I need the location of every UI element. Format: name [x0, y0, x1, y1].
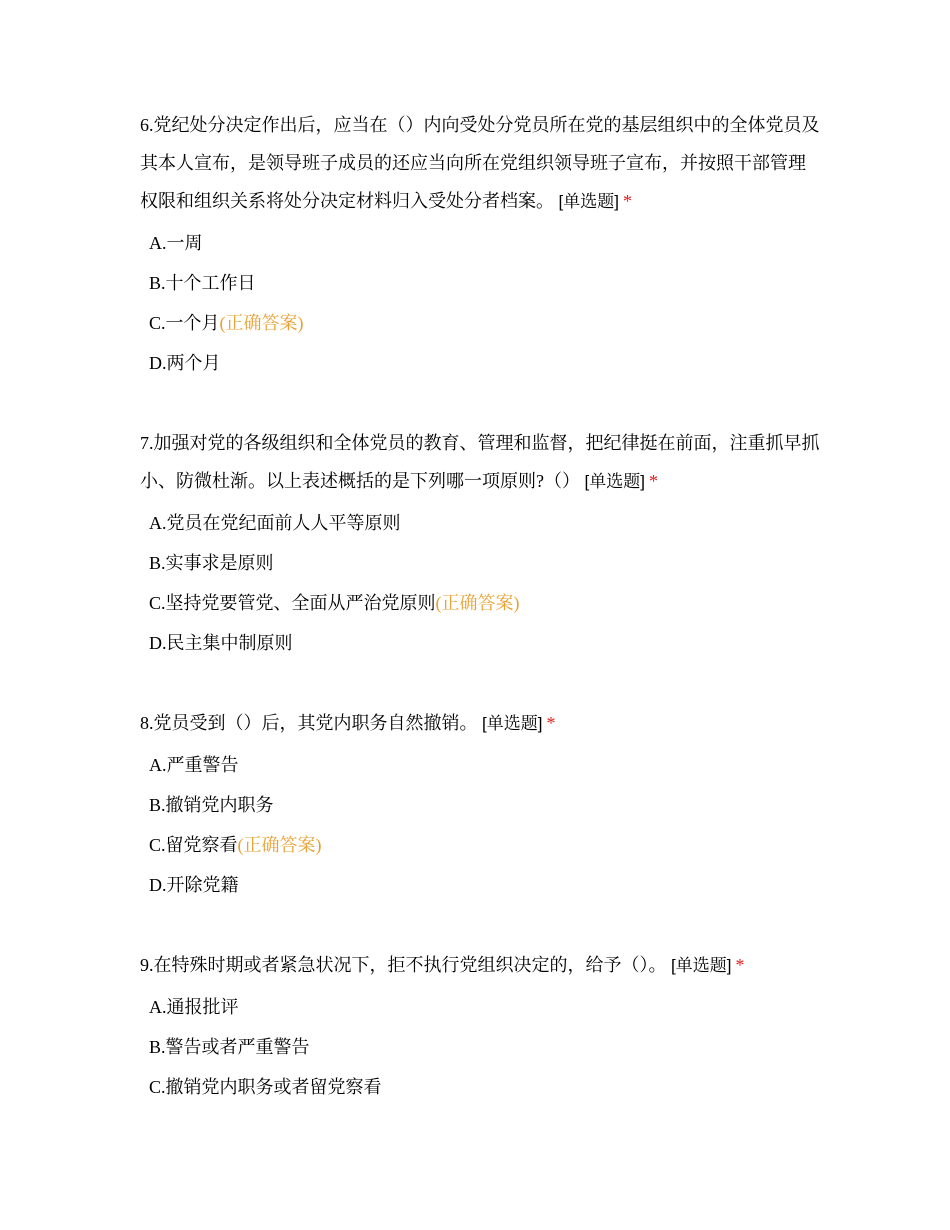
option-c: C.撤销党内职务或者留党察看	[149, 1077, 382, 1097]
question-type: [单选题]	[584, 472, 645, 491]
required-marker: *	[735, 955, 745, 975]
question-stem: 6.党纪处分决定作出后，应当在（）内向受处分党员所在党的基层组织中的全体党员及其本人宣布，是领导班子成员的还应当向所在党组织领导班子宣布，并按照干部管理权限和组织关系将处分决定材料归入受处分者档案。	[140, 115, 820, 211]
question-type: [单选题]	[482, 714, 543, 733]
option-d: D.两个月	[149, 353, 221, 373]
question-text	[140, 946, 820, 985]
option-b: B.十个工作日	[149, 273, 256, 293]
option-a: A.党员在党纪面前人人平等原则	[149, 513, 401, 533]
option-list	[140, 503, 820, 663]
option-c-text: C.一个月	[149, 313, 220, 333]
question-stem: 7.加强对党的各级组织和全体党员的教育、管理和监督，把纪律挺在前面，注重抓早抓小、防微杜渐。以上表述概括的是下列哪一项原则?（）	[140, 433, 820, 491]
required-marker: *	[648, 471, 658, 491]
question-stem: 9.在特殊时期或者紧急状况下，拒不执行党组织决定的，给予（）。	[140, 955, 667, 975]
question-7	[140, 424, 820, 663]
option-list	[140, 223, 820, 383]
question-stem: 8.党员受到（）后，其党内职务自然撤销。	[140, 713, 478, 733]
option-b: B.实事求是原则	[149, 553, 274, 573]
option-c	[149, 303, 820, 343]
option-c-text: C.留党察看	[149, 835, 238, 855]
option-b: B.警告或者严重警告	[149, 1037, 310, 1057]
option-d: D.民主集中制原则	[149, 633, 293, 653]
option-a: A.通报批评	[149, 997, 239, 1017]
option-list	[140, 987, 820, 1107]
question-text	[140, 704, 820, 743]
required-marker: *	[546, 713, 556, 733]
option-d: D.开除党籍	[149, 875, 239, 895]
correct-answer-label: (正确答案)	[219, 313, 304, 333]
correct-answer-label: (正确答案)	[435, 593, 520, 613]
correct-answer-label: (正确答案)	[237, 835, 322, 855]
option-c-text: C.坚持党要管党、全面从严治党原则	[149, 593, 436, 613]
option-c	[149, 825, 820, 865]
option-a: A.严重警告	[149, 755, 239, 775]
option-a: A.一周	[149, 233, 203, 253]
question-text	[140, 106, 820, 221]
question-6	[140, 106, 820, 383]
option-c	[149, 583, 820, 623]
question-8	[140, 704, 820, 905]
option-list	[140, 745, 820, 905]
option-b: B.撤销党内职务	[149, 795, 274, 815]
required-marker: *	[622, 191, 632, 211]
question-type: [单选题]	[671, 956, 732, 975]
question-type: [单选题]	[558, 192, 619, 211]
question-text	[140, 424, 820, 501]
question-9	[140, 946, 820, 1107]
